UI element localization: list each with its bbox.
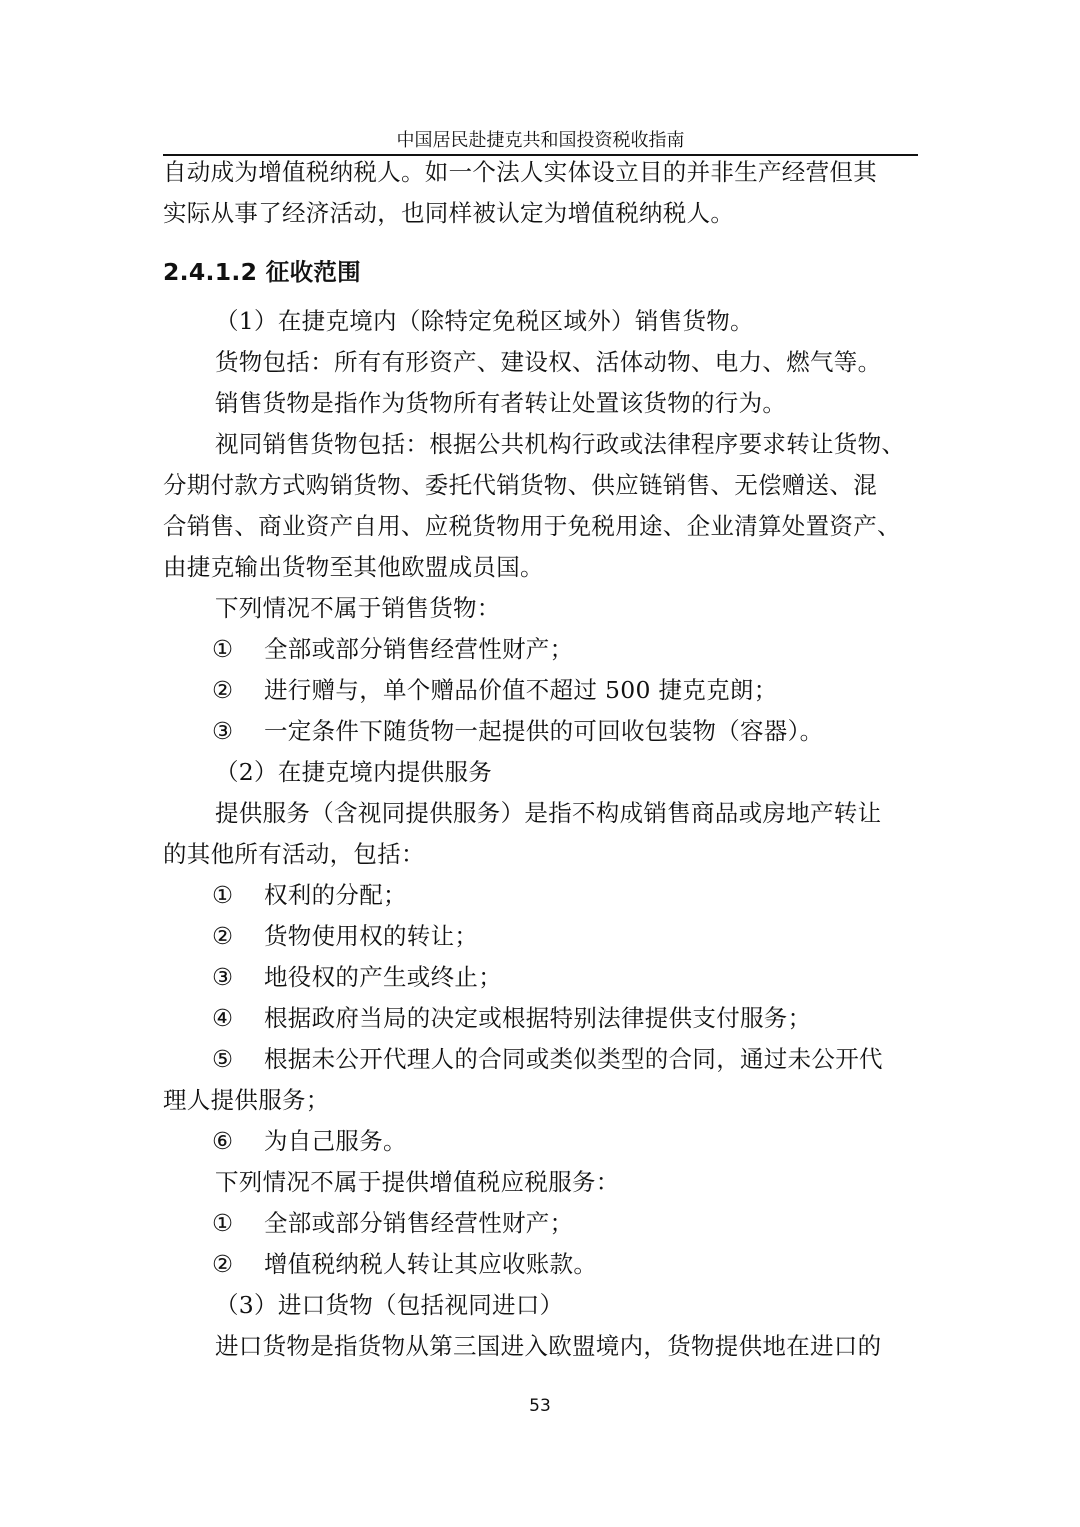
paragraph-line: 货物包括：所有有形资产、建设权、活体动物、电力、燃气等。 [215,348,882,376]
list-item [163,1244,923,1285]
list-text: 权利的分配； [264,881,407,909]
list-text: 一定条件下随货物一起提供的可回收包装物（容器）。 [264,717,824,745]
list-text: 全部或部分销售经营性财产； [264,1209,574,1237]
list-text: 根据未公开代理人的合同或类似类型的合同，通过未公开代 [264,1045,883,1073]
list-item [163,1203,923,1244]
list-number: ⑤ [212,1045,234,1073]
list-number: ① [212,881,234,909]
list-number: ② [212,676,234,704]
list-text: 全部或部分销售经营性财产； [264,635,574,663]
list-item [163,875,923,916]
list-item [163,1039,923,1080]
paragraph-line: 下列情况不属于销售货物： [215,594,501,622]
list-item [163,998,923,1039]
section-heading: 2.4.1.2 征收范围 [163,258,361,286]
list-text: 增值税纳税人转让其应收账款。 [264,1250,598,1278]
list-item [163,711,923,752]
paragraph-line: 下列情况不属于提供增值税应税服务： [215,1168,620,1196]
paragraph-line: 视同销售货物包括：根据公共机构行政或法律程序要求转让货物、 [215,430,906,458]
paragraph-line: 自动成为增值税纳税人。如一个法人实体设立目的并非生产经营但其 [163,158,877,186]
paragraph-line: 的其他所有活动，包括： [163,840,425,868]
page-number: 53 [529,1396,551,1416]
list-number: ② [212,922,234,950]
list-number: ④ [212,1004,234,1032]
list-text: 地役权的产生或终止； [264,963,502,991]
list-number: ③ [212,717,234,745]
paragraph-line: 分期付款方式购销货物、委托代销货物、供应链销售、无偿赠送、混 [163,471,877,499]
list-item [163,629,923,670]
running-header: 中国居民赴捷克共和国投资税收指南 [396,130,685,151]
list-text: 货物使用权的转让； [264,922,479,950]
list-number: ② [212,1250,234,1278]
subsection-title: （2）在捷克境内提供服务 [215,758,493,786]
list-number: ⑥ [212,1127,234,1155]
page-body [163,152,923,1367]
list-number: ① [212,1209,234,1237]
list-item [163,670,923,711]
paragraph-line: 销售货物是指作为货物所有者转让处置该货物的行为。 [215,389,787,417]
list-text: 根据政府当局的决定或根据特别法律提供支付服务； [264,1004,812,1032]
list-number: ③ [212,963,234,991]
list-number: ① [212,635,234,663]
subsection-title: （3）进口货物（包括视同进口） [215,1291,564,1319]
paragraph-line: 由捷克输出货物至其他欧盟成员国。 [163,553,544,581]
list-item [163,916,923,957]
subsection-title: （1）在捷克境内（除特定免税区域外）销售货物。 [215,307,754,335]
list-item [163,1121,923,1162]
paragraph-line: 提供服务（含视同提供服务）是指不构成销售商品或房地产转让 [215,799,882,827]
list-text: 进行赠与，单个赠品价值不超过 500 捷克克朗； [264,676,778,704]
paragraph-line: 进口货物是指货物从第三国进入欧盟境内，货物提供地在进口的 [215,1332,882,1360]
paragraph-line: 实际从事了经济活动，也同样被认定为增值税纳税人。 [163,199,735,227]
list-text: 为自己服务。 [264,1127,407,1155]
list-item [163,957,923,998]
list-item-continuation: 理人提供服务； [163,1086,330,1114]
paragraph-line: 合销售、商业资产自用、应税货物用于免税用途、企业清算处置资产、 [163,512,901,540]
